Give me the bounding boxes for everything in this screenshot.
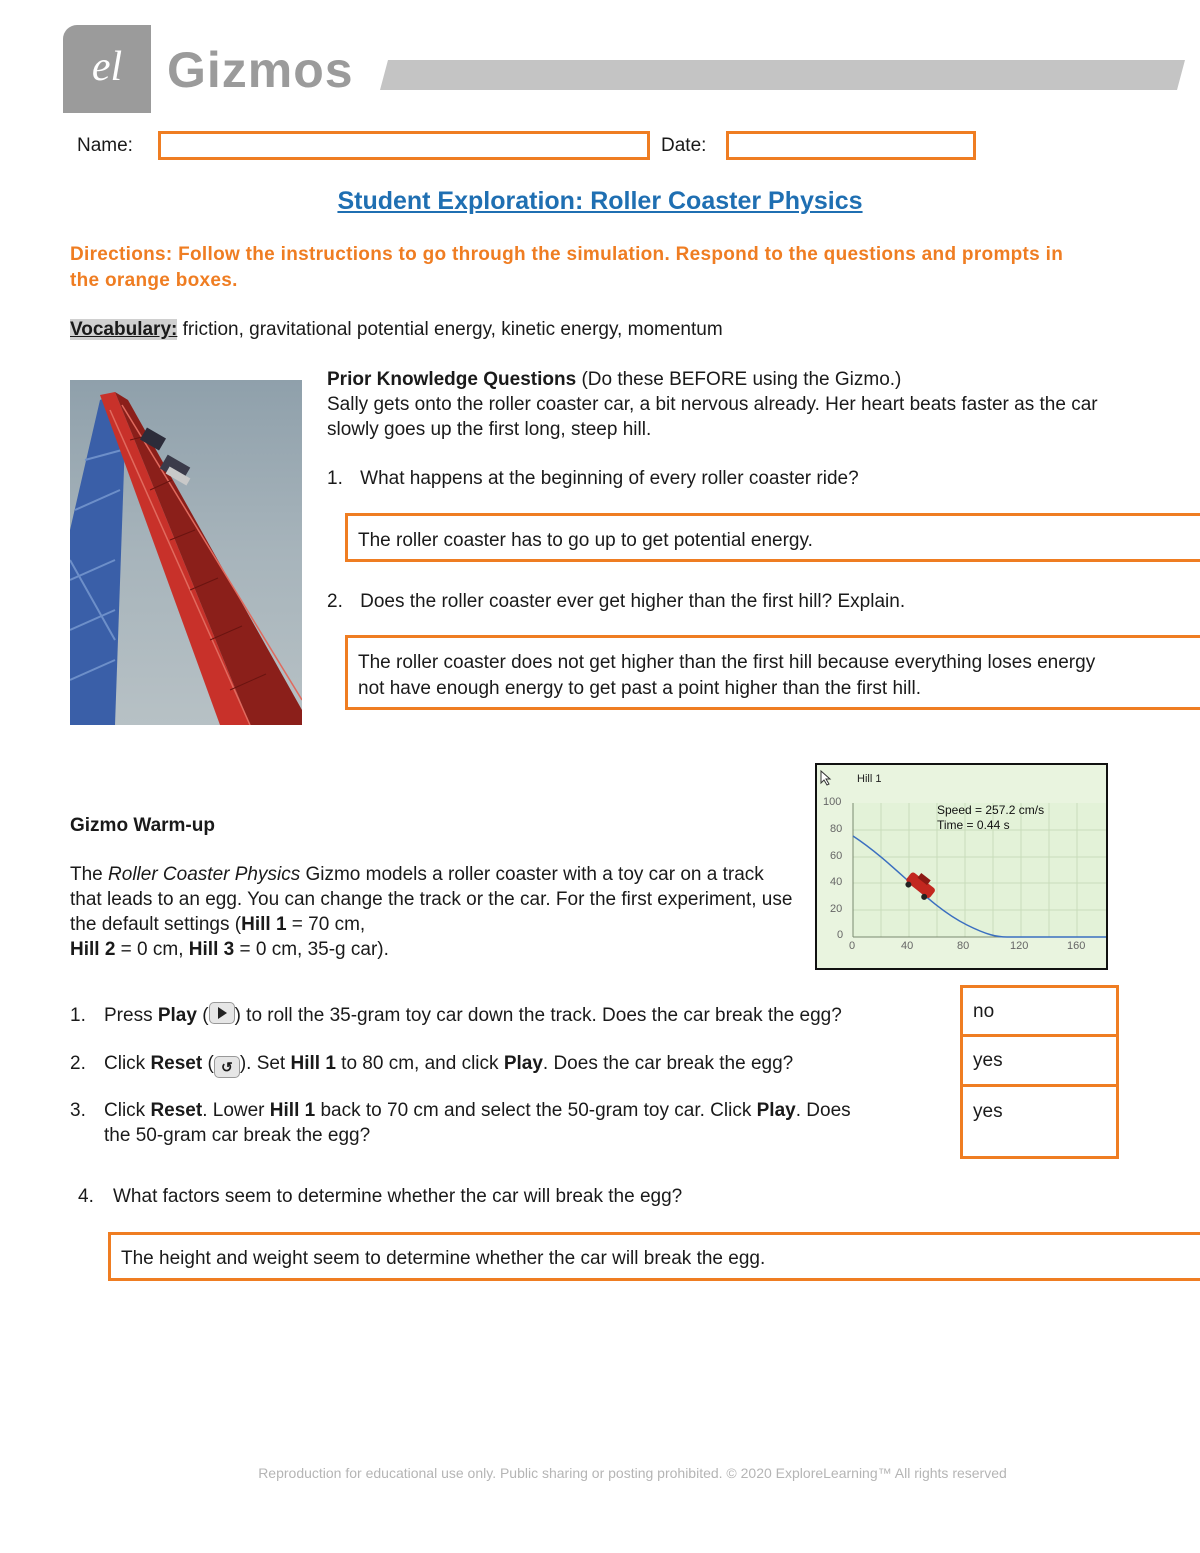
answer-box-1[interactable] [345,513,1200,562]
sim-panel-label: Hill 1 [857,773,882,785]
question-2: 2. Does the roller coaster ever get higher than the first hill? Explain. [327,591,906,612]
warmup-step-2: 2. Click Reset ( ↺ ). Set Hill 1 to 80 cm, and click Play. Does the car break the egg? [70,1051,793,1078]
warmup-step-1: 1. Press Play ( ) to roll the 35-gram toy car down the track. Does the car break the egg? [70,1002,842,1028]
y-tick-60: 60 [830,850,843,862]
directions: Directions: Follow the instructions to go through the simulation. Respond to the questions and prompts in the orange boxes. [70,244,1064,291]
name-field[interactable] [158,131,650,160]
step-1-answer: no [973,1001,995,1022]
step-3-answer-box[interactable] [960,1084,1119,1159]
step-2-answer-box[interactable] [960,1034,1119,1087]
y-tick-40: 40 [830,876,843,888]
x-tick-40: 40 [901,940,914,952]
vocabulary [70,317,723,342]
prior-knowledge-intro: Sally gets onto the roller coaster car, a bit nervous already. Her heart beats faster as the car slowly goes up the first long, steep hill. [327,394,1098,440]
x-tick-80: 80 [957,940,970,952]
logo-badge [63,25,151,113]
question-4-answer: The height and weight seem to determine whether the car will break the egg. [121,1248,766,1269]
reset-icon: ↺ [214,1056,240,1078]
gizmo-screenshot [815,763,1108,970]
sim-speed: Speed = 257.2 cm/s [937,803,1045,817]
y-tick-80: 80 [830,823,843,835]
sim-time: Time = 0.44 s [937,818,1010,832]
prior-knowledge-heading: Prior Knowledge Questions (Do these BEFORE using the Gizmo.) [327,369,902,390]
play-icon [209,1002,235,1024]
x-tick-0: 0 [849,940,856,952]
header [0,0,1200,120]
sim-graph [817,765,1106,968]
answer-2-line-2: not have enough energy to get past a point higher than the first hill. [358,678,921,699]
date-label: Date: [661,135,707,156]
name-label: Name: [77,135,133,156]
y-tick-0: 0 [837,929,844,941]
header-stripe [380,60,1185,90]
answer-2-line-1: The roller coaster does not get higher than the first hill because everything loses energy [358,652,1096,673]
x-tick-160: 160 [1067,940,1086,952]
roller-coaster-photo [70,380,302,725]
question-1: 1. What happens at the beginning of every roller coaster ride? [327,468,859,489]
step-3-answer: yes [973,1101,1003,1122]
answer-box-2[interactable] [345,635,1200,710]
y-tick-20: 20 [830,903,843,915]
page-title: Student Exploration: Roller Coaster Physics [337,187,863,215]
warmup-question-4: 4. What factors seem to determine whether the car will break the egg? [78,1186,683,1207]
step-2-answer: yes [973,1050,1003,1071]
logo-mark: el [91,44,123,90]
date-field[interactable] [726,131,976,160]
step-1-answer-box[interactable] [960,985,1119,1037]
answer-1-text: The roller coaster has to go up to get potential energy. [358,530,813,551]
warmup-paragraph: The Roller Coaster Physics Gizmo models a roller coaster with a toy car on a track that leads to an egg. You can change the track or the car. For the first experiment, use the default settings (Hill 1 = 70 cm, Hill 2 = 0 cm, Hill 3 = 0 cm, 35-g car). [70,864,793,960]
brand-name: Gizmos [167,42,354,98]
warmup-heading: Gizmo Warm-up [70,815,215,836]
warmup-step-3: 3. Click Reset. Lower Hill 1 back to 70 cm and select the 50-gram toy car. Click Play. Does the 50-gram car break the egg? [70,1100,851,1146]
vocabulary-label: Vocabulary: [70,319,178,340]
y-tick-100: 100 [823,796,842,808]
question-4-answer-box[interactable] [108,1232,1200,1281]
x-tick-120: 120 [1010,940,1029,952]
footer-copyright: Reproduction for educational use only. Public sharing or posting prohibited. © 2020 ExploreLearning™ All rights reserved [258,1465,1007,1481]
vocabulary-terms: friction, gravitational potential energy, kinetic energy, momentum [182,319,723,340]
